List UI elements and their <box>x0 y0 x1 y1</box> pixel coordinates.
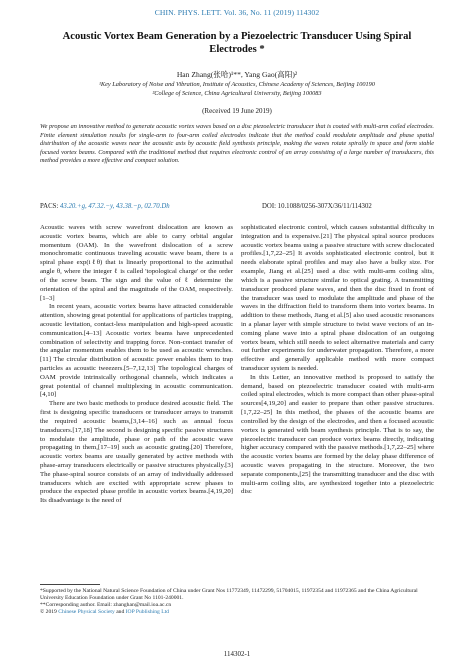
pacs-line <box>40 203 170 210</box>
corresponding-author-note: **Corresponding author. Email: zhanghan@mail.ioa.ac.cn <box>40 602 172 609</box>
copyright-note <box>40 609 434 616</box>
cps-link[interactable]: Chinese Physical Society <box>58 609 115 616</box>
received-date: (Received 19 June 2019) <box>202 107 272 115</box>
paragraph: In recent years, acoustic vortex beams have attracted considerable attention, showing great potential for applications of particles trapping, acoustic levitation, contact-less manipulation and high-speed acoustic communication.[4–13] Acoustic vortex beams have unprecedented combination of selectivity and trapping force. Non-contact transfer of the angular momentum enables them to be used as acoustic wrenches.[11] The circular distribution of acoustic power enables them to trap particles as acoustic tweezers.[5–7,12,13] The topological charges of OAM provide intrinsically orthogonal channels, which indicates a great potential of channel multiplexing in acoustic communication.[4,10] <box>40 303 233 399</box>
pacs-label: PACS: <box>40 203 59 210</box>
body-column-right <box>241 224 434 497</box>
page-number: 114302-1 <box>223 650 251 658</box>
paper-title: Acoustic Vortex Beam Generation by a Piezoelectric Transducer Using Spiral Electrodes * <box>62 31 412 55</box>
footnote-divider <box>40 584 100 585</box>
affiliation-2: ²College of Science, China Agricultural University, Beijing 100083 <box>152 90 322 97</box>
abstract: We propose an innovative method to generate acoustic vortex waves based on a disc piezoelectric transducer that is coated with multi-arm coiled electrodes. Finite element simulation results for single-arm to four-arm coiled electrodes indicate that the method could modulate amplitude and phase spatial distribution of the acoustic waves near the acoustic axis by acoustic field synthesis principle, making the waves rotate spirally in space and form stable focused vortex beams. Compared with the traditional method that requires electronic control of an array consisting of a large number of transducers, this method provides a more effective and compact solution. <box>40 123 434 165</box>
author-list: Han Zhang(张哈)¹**, Yang Gao(高阳)² <box>176 70 298 79</box>
doi-line[interactable]: DOI: 10.1088/0256-307X/36/11/114302 <box>262 203 372 210</box>
funding-note: *Supported by the National Natural Science Foundation of China under Grant Nos 11772349, 11472299, 51704015, 11972354 and 11972365 and the China Agricultural University Education Foundation under Grant No 1101-240001. <box>40 588 418 602</box>
footnotes <box>40 588 434 616</box>
affiliation-1: ¹Key Laboratory of Noise and Vibration, Institute of Acoustics, Chinese Academy of Sciences, Beijing 100190 <box>99 81 375 88</box>
pacs-codes[interactable]: 43.20.+g, 47.32.−y, 43.38.−p, 02.70.Dh <box>59 203 170 210</box>
paragraph: In this Letter, an innovative method is proposed to satisfy the demand, based on piezoelectric transducer coated with multi-arm coiled spiral electrodes, which is more compact than other phase-spiral sources[4,19,20] and easier to prepare than other passive structures.[1,7,22–25] In this method, the phases of the acoustic beams are controlled by the design of the electrodes, and then a focused acoustic vortex is generated with beam synthesis principle. That is to say, the piezoelectric transducer can produce vortex beams directly, indicating higher accuracy compared with the passive methods.[1,7,22–25] where the acoustic vortex beams are formed by the delay phase difference of acoustic waves propagating in the structure. Moreover, the two separate components,[25] the transmitting transducer and the disc with multi-arm coiling slits, are synthesized together into a piezoelectric disc <box>241 373 434 496</box>
paragraph: There are two basic methods to produce desired acoustic field. The first is designing specific transducers or transducer arrays to transmit the required acoustic beams,[3,14–16] such as annual focus transducers.[17,18] The second is designing specific passive structures to modulate the amplitude, phase or path of the acoustic wave propagating in them,[17–19] such as acoustic grating.[20] Therefore, acoustic vortex beams are usually generated by active methods with phase-array transducers electrically or passive structures physically.[3] The phase-spiral source consists of an array of individually addressed transducers which are excited with appropriate screw phases to produce the expected phase profile in acoustic vortex beams.[4,19,20] Its disadvantage is the need of <box>40 400 233 505</box>
copyright-prefix: © 2019 <box>40 609 59 616</box>
journal-header: CHIN. PHYS. LETT. Vol. 36, No. 11 (2019) 114302 <box>154 8 320 17</box>
body-column-left <box>40 224 233 506</box>
paragraph: sophisticated electronic control, which causes substantial difficulty in integration and is expensive.[21] The physical spiral source produces acoustic vortex beams using a passive structure with screw disclocated profiles.[1,7,22–25] It avoids sophisticated electronic control, but it needs elaborate spiral profiles and may also have a bulky size. For example, Jiang et al.[25] used a disc with multi-arm coiling slits, which is a passive structure similar to optical grating. A transmitting transducer produced plane waves, and then the disc fixed in front of the transducer was used to modulate the amplitude and phase of the waves in the diffraction field to transform them into vortex beams. In addition to these methods, Jiang et al.[5] also used acoustic resonances in a planar layer with simple structure to twist wave vectors of an in-coming plane wave into a spiral phase dislocation of an outgoing vortex beam, which still needs to select alternative materials and carry out further experiments for underwater propagation. Therefore, a more effective and generally applicable method with more compact transducer system is needed. <box>241 224 434 372</box>
copyright-mid: and <box>114 609 126 616</box>
iop-link[interactable]: IOP Publishing Ltd <box>125 609 169 616</box>
paragraph: Acoustic waves with screw wavefront dislocation are known as acoustic vortex beams, which are able to carry orbital angular momentum (OAM). In the wavefront dislocation of a screw monochromatic continuous traveling acoustic wave beam, there is a spiral phase exp(iℓθ) that is linearly proportional to the azimuthal angle θ, where the integer ℓ is called 'topological charge' or the order of the screw beam. The sign and the value of ℓ determine the orientation of the spiral and the magnitude of the OAM, respectively.[1–3] <box>40 224 233 302</box>
